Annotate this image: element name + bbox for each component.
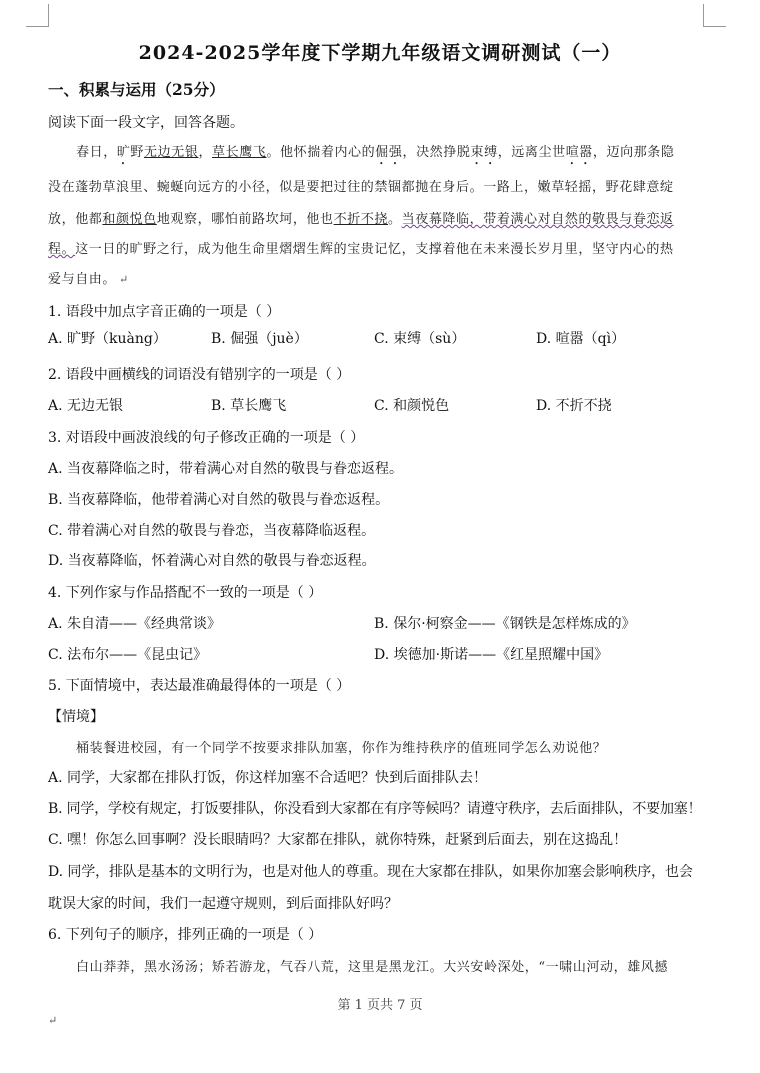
- q3-option-d: D. 当夜幕降临，怀着满心对自然的敬畏与眷恋返程。: [48, 553, 376, 569]
- q5-option-c: C. 嘿！你怎么回事啊？没长眼睛吗？大家都在排队，就你特殊，赶紧到后面去，别在这捣乱！: [48, 832, 628, 848]
- q5-option-a: A. 同学，大家都在排队打饭，你这样加塞不合适吧？快到后面排队去！: [48, 770, 488, 786]
- q4-option-a: A. 朱自清——《经典常谈》: [48, 616, 222, 632]
- crop-mark-top-left: [26, 4, 49, 27]
- q4-option-d: D. 埃德加·斯诺——《红星照耀中国》: [374, 647, 609, 663]
- passage-line-3: 放，他都和颜悦色地观察，哪怕前路坎坷，他也不折不挠。当夜幕降临，带着满心对自然的敬畏与眷恋返: [48, 212, 674, 227]
- crop-mark-top-right: [703, 4, 726, 27]
- q2-option-c: C. 和颜悦色: [374, 398, 450, 414]
- passage-line-1: 春日，旷野无边无银，草长鹰飞。他怀揣着内心的倔强，决然挣脱束缚，远离尘世喧嚣，迈向那条隐: [76, 145, 675, 160]
- q5-stem: 5. 下面情境中，表达最准确最得体的一项是（ ）: [48, 678, 351, 694]
- q6-stem: 6. 下列句子的顺序，排列正确的一项是（ ）: [48, 927, 323, 943]
- q4-option-c: C. 法布尔——《昆虫记》: [48, 647, 208, 663]
- q5-context: 桶装餐进校园，有一个同学不按要求排队加塞，你作为维持秩序的值班同学怎么劝说他？: [76, 741, 607, 756]
- q4-stem: 4. 下列作家与作品搭配不一致的一项是（ ）: [48, 585, 323, 601]
- q2-option-d: D. 不折不挠: [536, 398, 612, 414]
- section-heading: 一、积累与运用（25分）: [48, 80, 225, 99]
- q3-option-b: B. 当夜幕降临，他带着满心对自然的敬畏与眷恋返程。: [48, 492, 390, 508]
- q2-option-a: A. 无边无银: [48, 398, 124, 414]
- q3-option-a: A. 当夜幕降临之时，带着满心对自然的敬畏与眷恋返程。: [48, 461, 404, 477]
- q6-sentence-line: 白山莽莽，黑水汤汤；矫若游龙，气吞八荒，这里是黑龙江。大兴安岭深处，“一啸山河动，雄风撼: [76, 960, 669, 975]
- q1-option-c: C. 束缚（sù）: [374, 331, 466, 347]
- q4-option-b: B. 保尔·柯察金——《钢铁是怎样炼成的》: [374, 616, 636, 632]
- q5-option-b: B. 同学，学校有规定，打饭要排队，你没看到大家都在有序等候吗？请遵守秩序，去后面排队，不要加塞！: [48, 801, 702, 817]
- q5-option-d-line-2: 耽误大家的时间，我们一起遵守规则，到后面排队好吗？: [48, 896, 398, 912]
- q2-stem: 2. 语段中画横线的词语没有错别字的一项是（ ）: [48, 367, 351, 383]
- q5-option-d-line-1: D. 同学，排队是基本的文明行为，也是对他人的尊重。现在大家都在排队，如果你加塞会影响秩序，也会: [48, 864, 693, 880]
- q5-context-label: 【情境】: [48, 709, 104, 725]
- q2-option-b: B. 草长鹰飞: [211, 398, 287, 414]
- passage-line-4: 程。这一日的旷野之行，成为他生命里熠熠生辉的宝贵记忆，支撑着他在未来漫长岁月里，坚守内心的热: [48, 242, 674, 257]
- q3-option-c: C. 带着满心对自然的敬畏与眷恋，当夜幕降临返程。: [48, 523, 376, 539]
- page-footer: 第 1 页共 7 页: [337, 998, 423, 1013]
- reading-instruction: 阅读下面一段文字，回答各题。: [48, 115, 244, 131]
- q1-option-d: D. 喧嚣（qì）: [536, 331, 626, 347]
- q3-stem: 3. 对语段中画波浪线的句子修改正确的一项是（ ）: [48, 430, 365, 446]
- paragraph-mark: ↵: [48, 1014, 58, 1027]
- q1-option-a: A. 旷野（kuàng）: [48, 331, 167, 347]
- q1-option-b: B. 倔强（juè）: [211, 331, 308, 347]
- passage-line-2: 没在蓬勃草浪里、蜿蜒向远方的小径，似是要把过往的禁锢都抛在身后。一路上，嫩草轻摇，野花肆意绽: [48, 180, 674, 195]
- passage-line-5: 爱与自由。 ↵: [48, 272, 129, 287]
- exam-title: 2024-2025学年度下学期九年级语文调研测试（一）: [138, 42, 622, 64]
- q1-stem: 1. 语段中加点字音正确的一项是（ ）: [48, 304, 281, 320]
